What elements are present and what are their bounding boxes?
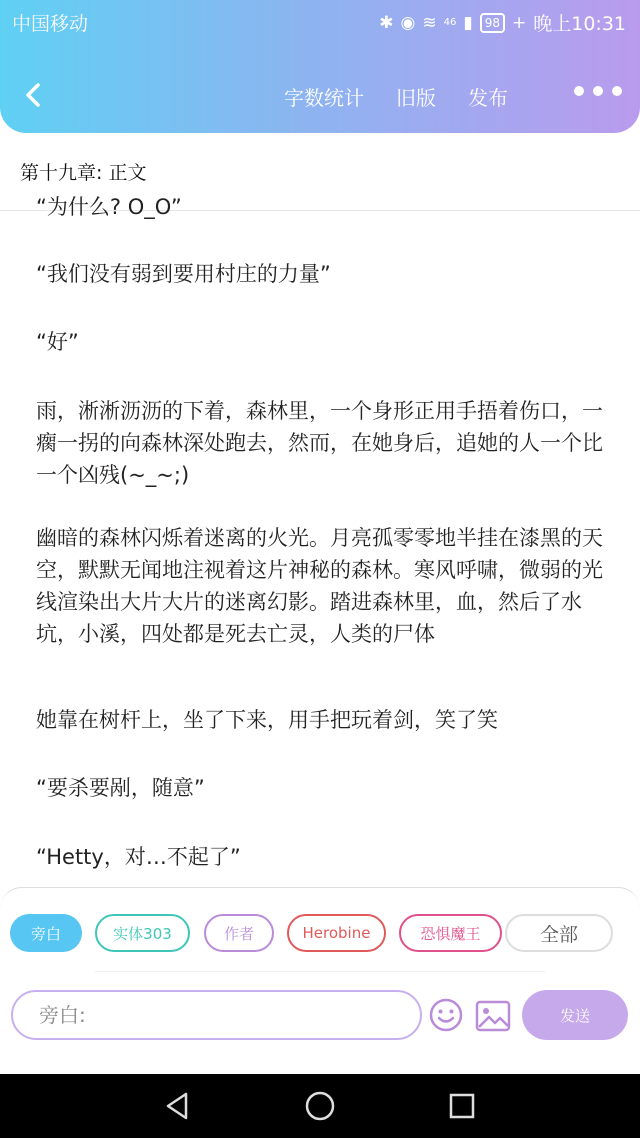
role-chip-all[interactable]: 全部 [505,914,613,952]
more-dot [593,86,603,96]
emoji-icon[interactable] [429,998,463,1032]
system-home-icon[interactable] [304,1090,336,1122]
send-button[interactable]: 发送 [522,990,628,1040]
system-recents-icon[interactable] [446,1090,478,1122]
network-type-label: 46 [443,17,457,28]
old-version-button[interactable]: 旧版 [396,86,436,110]
role-chip-entity303[interactable]: 实体303 [95,914,190,952]
signal-icon: ▮ [463,12,473,33]
publish-button[interactable]: 发布 [468,86,508,110]
system-back-icon[interactable] [162,1090,194,1122]
image-icon[interactable] [475,1000,511,1032]
back-arrow-icon[interactable] [20,80,50,110]
clock: 晚上10:31 [533,13,626,35]
role-chip-author[interactable]: 作者 [204,914,274,952]
role-chip-herobine[interactable]: Herobine [287,914,386,952]
nav-actions [284,82,508,111]
divider [95,971,545,972]
system-nav-bar [0,1074,640,1138]
story-paragraph: 幽暗的森林闪烁着迷离的火光。月亮孤零零地半挂在漆黑的天空，默默无闻地注视着这片神秘的森林。寒风呼啸，微弱的光线渲染出大片大片的迷离幻影。踏进森林里，血，然后了水坑，小溪，四处都是死去亡灵，人类的尸体 [36,526,603,646]
role-chip-narrator[interactable]: 旁白 [10,914,82,952]
status-icons [379,9,626,36]
more-dot [612,86,622,96]
bluetooth-icon: ✱ [379,12,394,33]
battery-indicator: 98 [480,13,505,33]
message-input[interactable]: 旁白: [11,990,422,1040]
story-paragraph: “好” [36,330,79,354]
story-paragraph: “我们没有弱到要用村庄的力量” [36,262,331,286]
role-chip-dread-lord[interactable]: 恐惧魔王 [399,914,502,952]
more-menu-icon[interactable] [574,86,622,96]
charging-icon: + [511,12,527,33]
story-paragraph: “Hetty，对…不起了” [36,845,241,869]
composer-panel [0,887,640,1075]
story-paragraph-partial: “为什么? O_O” [36,195,182,219]
more-dot [574,86,584,96]
eye-icon: ◉ [400,12,416,33]
word-count-button[interactable]: 字数统计 [284,86,364,110]
story-paragraph: 她靠在树杆上，坐了下来，用手把玩着剑，笑了笑 [36,708,498,732]
wifi-icon: ≋ [422,12,437,33]
top-nav [0,72,640,120]
chapter-title[interactable]: 第十九章: 正文 [20,162,147,184]
story-content[interactable] [0,195,640,887]
carrier-label: 中国移动 [12,13,89,35]
story-paragraph: “要杀要剐，随意” [36,776,205,800]
app-header [0,0,640,133]
status-bar [0,0,640,44]
story-paragraph: 雨，淅淅沥沥的下着，森林里，一个身形正用手捂着伤口，一瘸一拐的向森林深处跑去，然而，在她身后，追她的人一个比一个凶残(~_~;) [36,399,603,487]
